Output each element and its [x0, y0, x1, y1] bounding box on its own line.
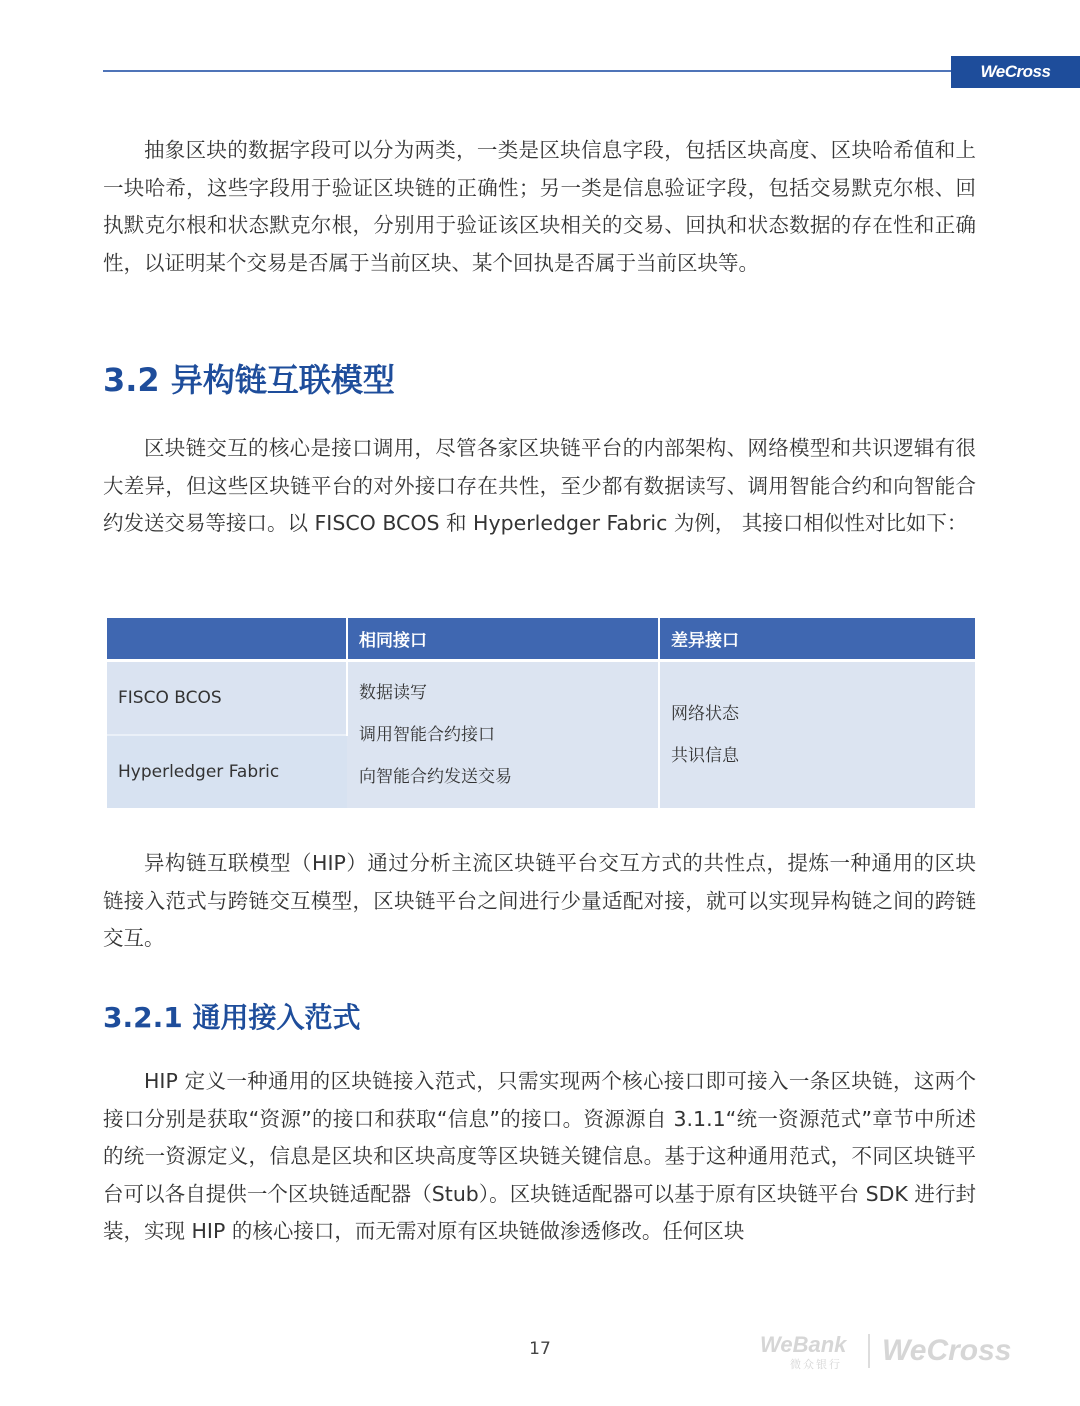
table-header-blank [107, 618, 347, 661]
wecross-footer-logo: WeCross [882, 1334, 1012, 1367]
chain-hyperledger-fabric: Hyperledger Fabric [107, 735, 347, 808]
header-rule [103, 70, 951, 72]
webank-logo: WeBank [760, 1332, 847, 1357]
webank-cn-logo: 微众银行 [790, 1359, 842, 1371]
table-header-row [107, 618, 975, 661]
same-interface-item: 数据读写 [359, 683, 427, 703]
diff-interface-item: 网络状态 [671, 704, 739, 724]
table-header-same: 相同接口 [347, 618, 659, 661]
diff-interfaces-cell [659, 661, 975, 809]
paragraph-block-fields: 抽象区块的数据字段可以分为两类，一类是区块信息字段，包括区块高度、区块哈希值和上一块哈希，这些字段用于验证区块链的正确性；另一类是信息验证字段，包括交易默克尔根、回执默克尔根和状态默克尔根，分别用于验证该区块相关的交易、回执和状态数据的存在性和正确性，以证明某个交易是否属于当前区块、某个回执是否属于当前区块等。 [103, 138, 976, 275]
page-number: 17 [529, 1339, 551, 1359]
wecross-logo: WeCross [951, 56, 1080, 88]
same-interface-item: 向智能合约发送交易 [359, 767, 512, 787]
section-heading-3-2-1: 3.2.1 通用接入范式 [103, 1001, 361, 1034]
same-interface-item: 调用智能合约接口 [359, 725, 495, 745]
same-interfaces-cell [347, 661, 659, 809]
chain-fisco-bcos: FISCO BCOS [107, 661, 347, 736]
table-row [107, 661, 975, 736]
paragraph-access-paradigm: HIP 定义一种通用的区块链接入范式，只需实现两个核心接口即可接入一条区块链，这两个接口分别是获取“资源”的接口和获取“信息”的接口。资源源自 3.1.1“统一资源范式”章节中所述的统一资源定义，信息是区块和区块高度等区块链关键信息。基于这种通用范式，不同区块链平台可以各自提供一个区块链适配器（Stub）。区块链适配器可以基于原有区块链平台 SDK 进行封装，实现 HIP 的核心接口，而无需对原有区块链做渗透修改。任何区块 [103, 1069, 976, 1243]
diff-interface-item: 共识信息 [671, 746, 739, 766]
paragraph-interface-calls: 区块链交互的核心是接口调用，尽管各家区块链平台的内部架构、网络模型和共识逻辑有很大差异，但这些区块链平台的对外接口存在共性，至少都有数据读写、调用智能合约和向智能合约发送交易等接口。以 FISCO BCOS 和 Hyperledger Fabric 为例， 其接口相似性对比如下： [103, 436, 976, 535]
table-header-diff: 差异接口 [659, 618, 975, 661]
paragraph-hip-model: 异构链互联模型（HIP）通过分析主流区块链平台交互方式的共性点，提炼一种通用的区块链接入范式与跨链交互模型，区块链平台之间进行少量适配对接，就可以实现异构链之间的跨链交互。 [103, 851, 976, 950]
footer-divider [868, 1334, 870, 1368]
footer-brand-logos [760, 1332, 1060, 1372]
interface-comparison-table [107, 618, 975, 808]
section-heading-3-2: 3.2 异构链互联模型 [103, 361, 395, 399]
